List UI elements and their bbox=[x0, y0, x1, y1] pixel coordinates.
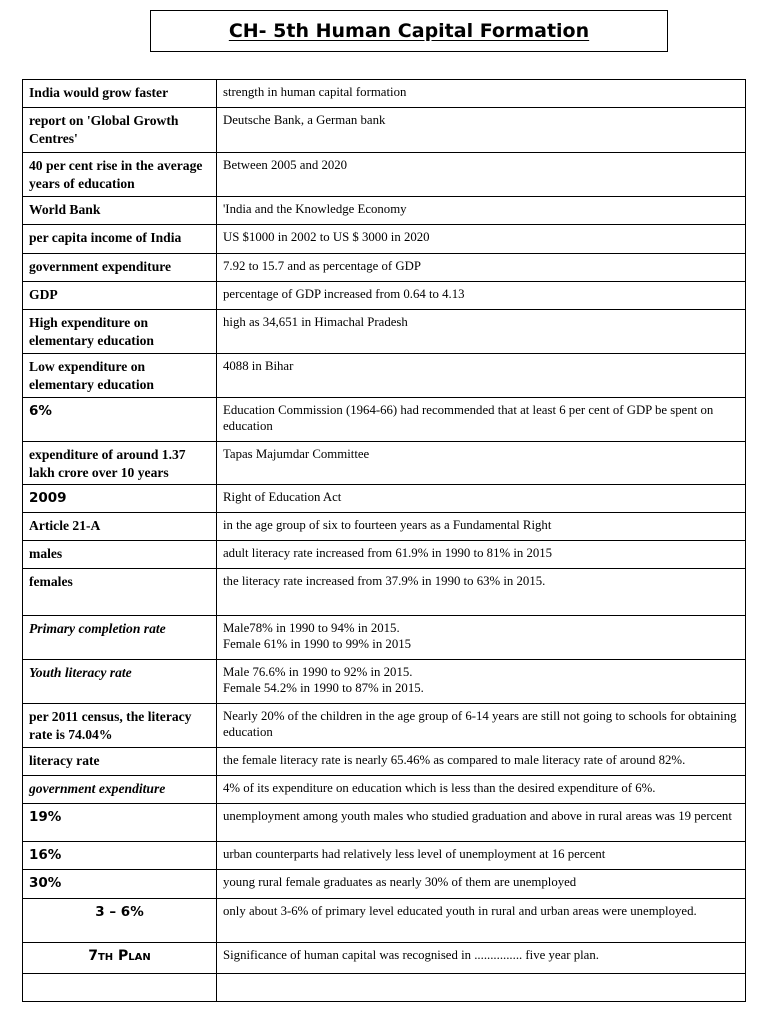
table-row bbox=[23, 513, 746, 541]
description-cell bbox=[217, 485, 746, 513]
description-cell bbox=[217, 398, 746, 442]
term-cell: Article 21-A bbox=[23, 513, 217, 541]
term-cell: 16% bbox=[23, 842, 217, 870]
term-cell: report on 'Global Growth Centres' bbox=[23, 108, 217, 153]
table-row bbox=[23, 197, 746, 225]
table-row bbox=[23, 485, 746, 513]
table-row bbox=[23, 660, 746, 704]
description-cell bbox=[217, 310, 746, 354]
description-line: Male78% in 1990 to 94% in 2015. bbox=[223, 621, 400, 635]
table-row bbox=[23, 541, 746, 569]
table-row bbox=[23, 442, 746, 485]
table-row bbox=[23, 899, 746, 943]
table-row bbox=[23, 974, 746, 1002]
term-cell bbox=[23, 974, 217, 1002]
description-cell bbox=[217, 254, 746, 282]
description-cell bbox=[217, 80, 746, 108]
term-cell: per capita income of India bbox=[23, 225, 217, 254]
table-row bbox=[23, 254, 746, 282]
description-cell bbox=[217, 541, 746, 569]
table-row bbox=[23, 282, 746, 310]
description-cell bbox=[217, 282, 746, 310]
table-row bbox=[23, 748, 746, 776]
description-line: high as 34,651 in Himachal Pradesh bbox=[223, 315, 408, 329]
term-cell: India would grow faster bbox=[23, 80, 217, 108]
description-cell bbox=[217, 943, 746, 974]
table-row bbox=[23, 776, 746, 804]
description-line: the female literacy rate is nearly 65.46% as compared to male literacy rate of around 82%. bbox=[223, 753, 686, 767]
term-cell: government expenditure bbox=[23, 254, 217, 282]
description-cell bbox=[217, 704, 746, 748]
table-row bbox=[23, 842, 746, 870]
description-cell bbox=[217, 108, 746, 153]
table-row bbox=[23, 153, 746, 197]
term-cell: females bbox=[23, 569, 217, 616]
term-cell: literacy rate bbox=[23, 748, 217, 776]
description-line: 'India and the Knowledge Economy bbox=[223, 202, 407, 216]
table-row bbox=[23, 870, 746, 899]
table-row bbox=[23, 943, 746, 974]
term-cell: 3 – 6% bbox=[23, 899, 217, 943]
description-cell bbox=[217, 354, 746, 398]
description-line: Female 54.2% in 1990 to 87% in 2015. bbox=[223, 681, 424, 695]
description-line: percentage of GDP increased from 0.64 to 4.13 bbox=[223, 287, 465, 301]
term-cell: expenditure of around 1.37 lakh crore over 10 years bbox=[23, 442, 217, 485]
description-cell bbox=[217, 899, 746, 943]
term-cell: GDP bbox=[23, 282, 217, 310]
term-cell: 6% bbox=[23, 398, 217, 442]
term-cell: Youth literacy rate bbox=[23, 660, 217, 704]
description-line: Tapas Majumdar Committee bbox=[223, 447, 370, 461]
term-cell: males bbox=[23, 541, 217, 569]
page-title: CH- 5th Human Capital Formation bbox=[150, 10, 668, 52]
term-cell: 2009 bbox=[23, 485, 217, 513]
table-row bbox=[23, 398, 746, 442]
description-line: Deutsche Bank, a German bank bbox=[223, 113, 386, 127]
description-line: Male 76.6% in 1990 to 92% in 2015. bbox=[223, 665, 413, 679]
description-line: strength in human capital formation bbox=[223, 85, 407, 99]
term-cell: Primary completion rate bbox=[23, 616, 217, 660]
term-cell: per 2011 census, the literacy rate is 74.04% bbox=[23, 704, 217, 748]
description-cell bbox=[217, 804, 746, 842]
table-row bbox=[23, 108, 746, 153]
description-cell bbox=[217, 616, 746, 660]
description-cell bbox=[217, 197, 746, 225]
description-line: unemployment among youth males who studied graduation and above in rural areas was 19 percent bbox=[223, 809, 732, 823]
description-cell bbox=[217, 842, 746, 870]
term-cell: Low expenditure on elementary education bbox=[23, 354, 217, 398]
term-cell: World Bank bbox=[23, 197, 217, 225]
description-line: Female 61% in 1990 to 99% in 2015 bbox=[223, 637, 412, 651]
table-row bbox=[23, 80, 746, 108]
term-cell: 7th Plan bbox=[23, 943, 217, 974]
term-cell: 40 per cent rise in the average years of education bbox=[23, 153, 217, 197]
term-cell: government expenditure bbox=[23, 776, 217, 804]
description-line: in the age group of six to fourteen years as a Fundamental Right bbox=[223, 518, 552, 532]
description-cell bbox=[217, 442, 746, 485]
description-cell bbox=[217, 569, 746, 616]
table-row bbox=[23, 225, 746, 254]
description-cell bbox=[217, 153, 746, 197]
description-line: US $1000 in 2002 to US $ 3000 in 2020 bbox=[223, 230, 430, 244]
term-cell: 19% bbox=[23, 804, 217, 842]
description-cell bbox=[217, 513, 746, 541]
table-row bbox=[23, 310, 746, 354]
description-cell bbox=[217, 660, 746, 704]
table-row bbox=[23, 569, 746, 616]
table-row bbox=[23, 616, 746, 660]
description-line: the literacy rate increased from 37.9% in 1990 to 63% in 2015. bbox=[223, 574, 546, 588]
table-row bbox=[23, 354, 746, 398]
term-cell: High expenditure on elementary education bbox=[23, 310, 217, 354]
table-row bbox=[23, 704, 746, 748]
description-cell bbox=[217, 776, 746, 804]
description-line: Education Commission (1964-66) had recommended that at least 6 per cent of GDP be spent on education bbox=[223, 403, 714, 433]
description-cell bbox=[217, 225, 746, 254]
description-line: 4088 in Bihar bbox=[223, 359, 294, 373]
description-line: Nearly 20% of the children in the age group of 6-14 years are still not going to schools for obtaining education bbox=[223, 709, 737, 739]
description-line: only about 3-6% of primary level educated youth in rural and urban areas were unemployed. bbox=[223, 904, 697, 918]
description-line: adult literacy rate increased from 61.9% in 1990 to 81% in 2015 bbox=[223, 546, 553, 560]
notes-table bbox=[22, 79, 746, 1002]
description-line: Between 2005 and 2020 bbox=[223, 158, 348, 172]
description-line: 4% of its expenditure on education which is less than the desired expenditure of 6%. bbox=[223, 781, 656, 795]
description-line: young rural female graduates as nearly 30% of them are unemployed bbox=[223, 875, 577, 889]
description-cell bbox=[217, 748, 746, 776]
description-line: urban counterparts had relatively less level of unemployment at 16 percent bbox=[223, 847, 606, 861]
table-row bbox=[23, 804, 746, 842]
term-cell: 30% bbox=[23, 870, 217, 899]
description-line: 7.92 to 15.7 and as percentage of GDP bbox=[223, 259, 421, 273]
description-line: Right of Education Act bbox=[223, 490, 342, 504]
description-line: Significance of human capital was recognised in ............... five year plan. bbox=[223, 948, 599, 962]
description-cell bbox=[217, 974, 746, 1002]
description-cell bbox=[217, 870, 746, 899]
